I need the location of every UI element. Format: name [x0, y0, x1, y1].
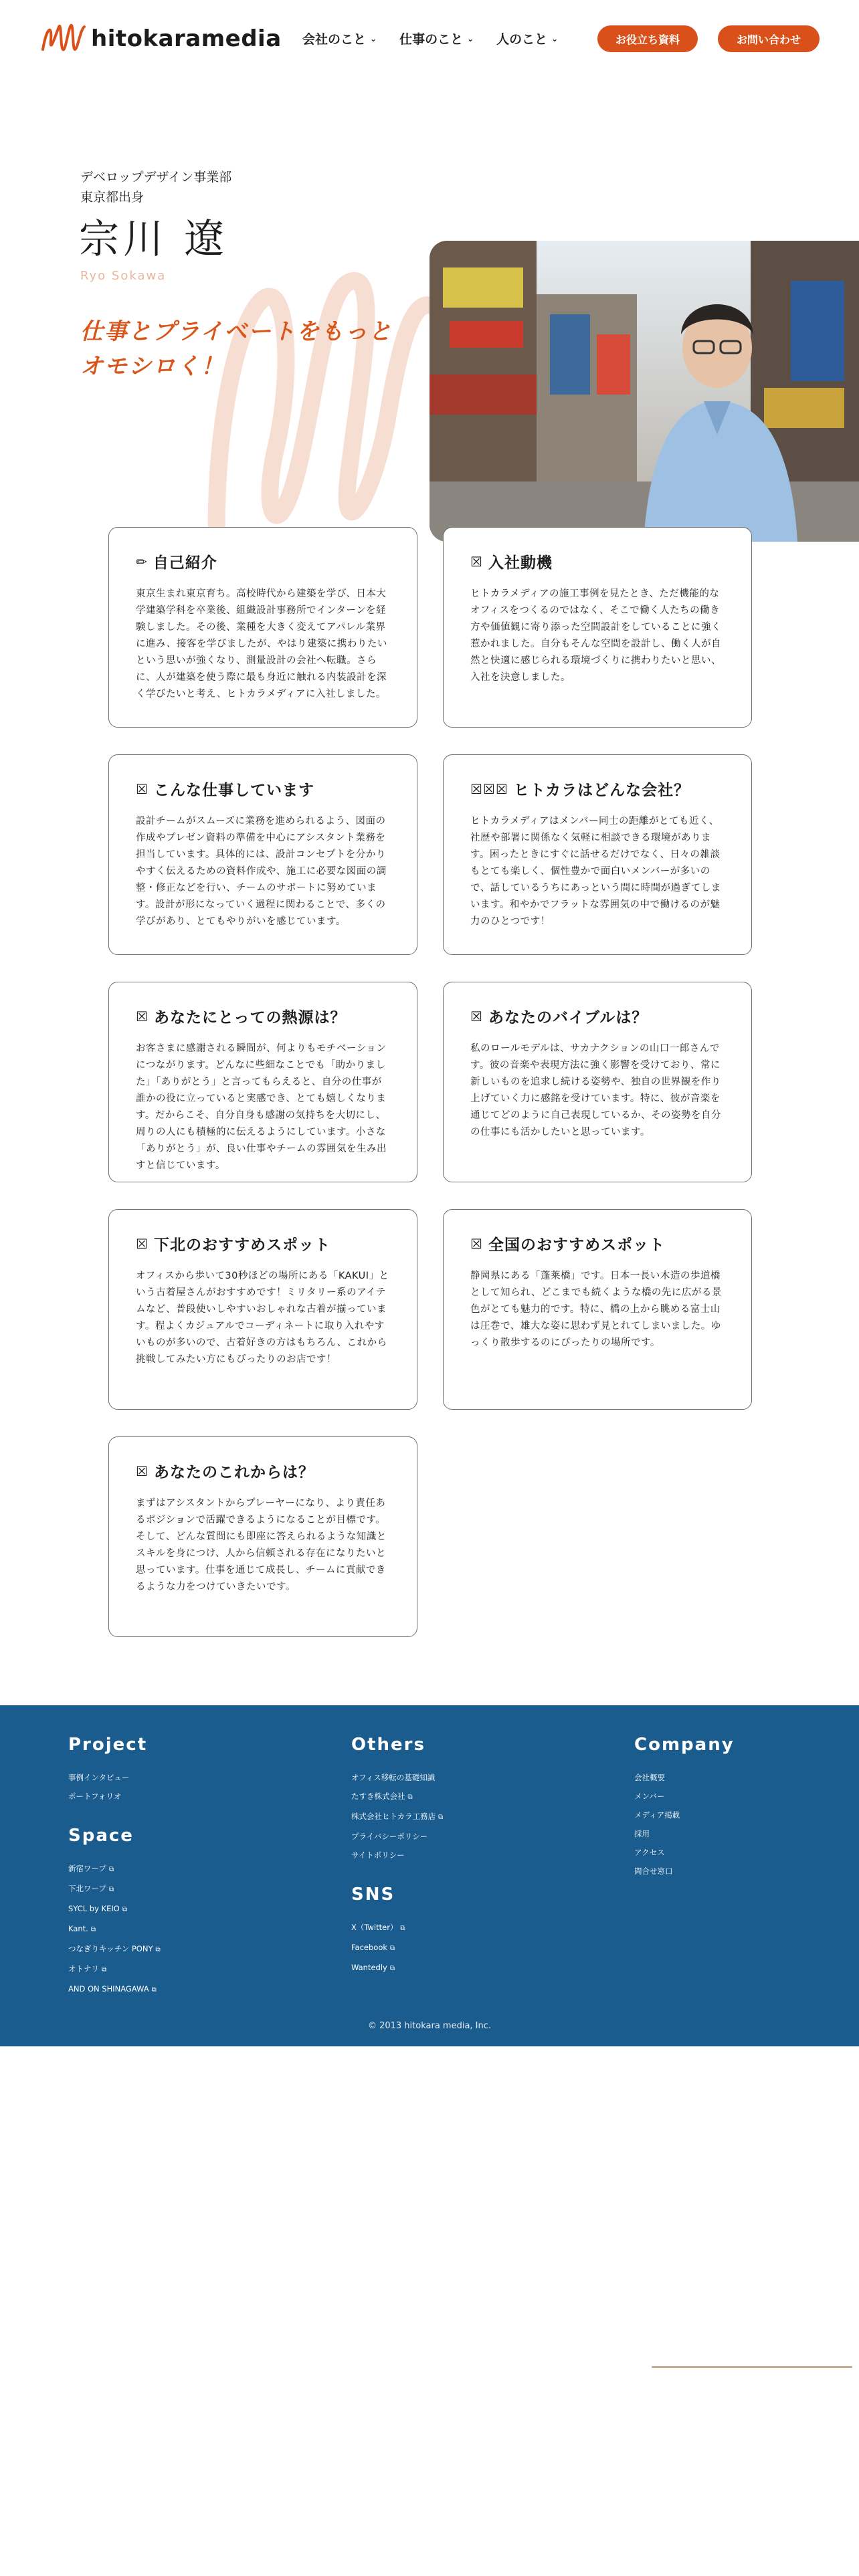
- footer-link-label: X（Twitter）: [351, 1923, 398, 1932]
- site-logo[interactable]: [40, 20, 282, 58]
- footer-link-label: AND ON SHINAGAWA: [68, 1984, 149, 1994]
- nav-people[interactable]: [496, 29, 558, 47]
- footer-link-label: Kant.: [68, 1924, 88, 1933]
- card-self-intro: [108, 527, 417, 728]
- external-link-icon: ⧉: [90, 1926, 96, 1933]
- footer-link-label: 下北ワープ: [68, 1884, 106, 1893]
- department-text: デベロップデザイン事業部: [80, 170, 232, 185]
- card-body: 私のロールモデルは、サカナクションの山口一郎さんです。彼の音楽や表現方法に強く影響を受けており、常に新しいものを追求し続ける姿勢や、独自の世界観を作り上げていく力に感銘を受けています。特に、彼が音楽を通じてどのように自己表現しているか、その姿勢を自分の仕事にも活かしたいと思っています。: [470, 1043, 721, 1138]
- logo-text: hitokaramedia: [91, 25, 282, 52]
- box-icon: ☒: [136, 1463, 149, 1479]
- footer-link[interactable]: サイトポリシー: [351, 1850, 405, 1860]
- footer-company: [634, 1735, 735, 1881]
- footer-link[interactable]: 問合せ窓口: [634, 1866, 673, 1876]
- card-body: ヒトカラメディアはメンバー同士の距離がとても近く、社歴や部署に関係なく気軽に相談できる環境があります。困ったときにすぐに話せるだけでなく、日々の雑談もとても楽しく、個性豊かで面白いメンバーが多いので、話しているうちにあっという間に時間が過ぎてしまいます。和やかでフラットな雰囲気の中で働けるのが魅力のひとつです！: [470, 816, 721, 927]
- footer-link[interactable]: [68, 1959, 161, 1979]
- origin-text: 東京都出身: [80, 190, 145, 205]
- card-title: [136, 1460, 390, 1482]
- card-future: [108, 1436, 417, 1637]
- chevron-down-icon: ⌄: [467, 33, 474, 43]
- footer-link-label: Wantedly: [351, 1963, 387, 1972]
- card-title-text: あなたのこれからは？: [153, 1464, 314, 1481]
- catch-line-1: 仕事とプライベートをもっと: [80, 318, 393, 345]
- nav-people-label: 人のこと: [496, 32, 548, 47]
- profile-dept: [80, 167, 231, 207]
- card-body: オフィスから歩いて30秒ほどの場所にある「KAKUI」という古着屋さんがおすすめです！ミリタリー系のアイテムなど、普段使いしやすいおしゃれな古着が揃っています。程よくカジュアルでコーディネートに取り入れやすいものが多いので、古着好きの方はもちろん、これから挑戦してみたい方にもぴったりのお店です！: [136, 1271, 389, 1365]
- logo-swirl-icon: [40, 20, 87, 58]
- footer-link[interactable]: アクセス: [634, 1848, 665, 1857]
- footer-space: [68, 1826, 161, 2000]
- chevron-down-icon: ⌄: [370, 33, 377, 43]
- profile-catchphrase: [80, 314, 393, 384]
- divider-line: [652, 2366, 852, 2368]
- card-title: [470, 778, 725, 800]
- card-title-text: ヒトカラはどんな会社？: [513, 782, 690, 799]
- box-icon: ☒☒☒: [470, 780, 508, 797]
- card-title: [136, 1005, 390, 1027]
- footer-heading-project: Project: [68, 1735, 148, 1755]
- nav-work-label: 仕事のこと: [399, 32, 464, 47]
- footer-link[interactable]: ポートフォリオ: [68, 1792, 122, 1801]
- footer-link-label: たすき株式会社: [351, 1792, 405, 1801]
- site-footer: [0, 1705, 859, 2046]
- card-title-text: 下北のおすすめスポット: [153, 1237, 331, 1254]
- profile-photo: [430, 241, 859, 542]
- nav-company-label: 会社のこと: [302, 32, 367, 47]
- footer-link[interactable]: 会社概要: [634, 1773, 665, 1782]
- card-title-text: あなたにとっての熱源は？: [153, 1009, 347, 1027]
- external-link-icon: ⧉: [122, 1906, 127, 1913]
- card-title: [470, 1232, 725, 1255]
- copyright: © 2013 hitokara media, Inc.: [367, 2021, 492, 2031]
- footer-link[interactable]: [68, 1939, 161, 1959]
- useful-docs-button[interactable]: お役立ち資料: [597, 25, 698, 52]
- footer-link[interactable]: [351, 1787, 443, 1807]
- footer-link[interactable]: [351, 1938, 405, 1958]
- footer-link[interactable]: [68, 1859, 161, 1879]
- card-title: [136, 1232, 390, 1255]
- footer-heading-sns: SNS: [351, 1885, 395, 1905]
- card-national-spot: [443, 1209, 752, 1410]
- footer-link-label: 株式会社ヒトカラ工務店: [351, 1812, 436, 1821]
- footer-link-label: オトナリ: [68, 1964, 99, 1973]
- catch-line-2: オモシロく！: [80, 353, 225, 380]
- card-title: [136, 778, 390, 800]
- card-body: 静岡県にある「蓬莱橋」です。日本一長い木造の歩道橋として知られ、どこまでも続くような橋の先に広がる景色がとても魅力的です。特に、橋の上から眺める富士山は圧巻で、雄大な姿に思わず見とれてしまいました。ゆっくり散歩するのにぴったりの場所です。: [470, 1271, 722, 1348]
- card-passion: [108, 982, 417, 1182]
- card-title: [470, 550, 725, 572]
- footer-sns: [351, 1885, 405, 1978]
- footer-project: [68, 1735, 147, 1806]
- external-link-icon: ⧉: [108, 1886, 114, 1893]
- footer-link[interactable]: [351, 1807, 443, 1827]
- footer-link-label: SYCL by KEIO: [68, 1904, 120, 1913]
- footer-link[interactable]: [68, 1879, 161, 1899]
- street-portrait-image: [430, 241, 859, 542]
- box-icon: ☒: [136, 780, 149, 797]
- card-body: ヒトカラメディアの施工事例を見たとき、ただ機能的なオフィスをつくるのではなく、そこで働く人たちの働き方や価値観に寄り添った空間設計をしていることに強く惹かれました。自分もそんな空間を設計し、働く人が自然と快適に感じられる環境づくりに携わりたいと思い、入社を決意しました。: [470, 588, 721, 683]
- card-shimokita-spot: [108, 1209, 417, 1410]
- footer-link[interactable]: [351, 1958, 405, 1978]
- card-body: まずはアシスタントからプレーヤーになり、より責任あるポジションで活躍できるようになることが目標です。そして、どんな質問にも即座に答えられるような知識とスキルを身につけ、人から信頼される存在になりたいと思っています。仕事を通じて成長し、チームに貢献できるような力をつけていきたいです。: [136, 1498, 387, 1592]
- card-title-text: 自己紹介: [153, 554, 217, 572]
- footer-link-label: Facebook: [351, 1943, 388, 1952]
- footer-heading-company: Company: [634, 1735, 735, 1755]
- main-nav: [302, 29, 558, 47]
- external-link-icon: ⧉: [390, 1945, 395, 1952]
- card-bible: [443, 982, 752, 1182]
- card-company: [443, 754, 752, 955]
- footer-link[interactable]: [68, 1979, 161, 2000]
- footer-link[interactable]: オフィス移転の基礎知識: [351, 1773, 436, 1782]
- footer-link[interactable]: プライバシーポリシー: [351, 1832, 428, 1841]
- nav-company[interactable]: [302, 29, 377, 47]
- card-title-text: 入社動機: [488, 554, 553, 572]
- footer-link[interactable]: 採用: [634, 1829, 650, 1838]
- card-body: お客さまに感謝される瞬間が、何よりもモチベーションにつながります。どんなに些細なことでも「助かりました」「ありがとう」と言ってもらえると、自分の仕事が誰かの役に立っていると実感でき、とても嬉しくなります。だからこそ、自分自身も感謝の気持ちを大切にし、周りの人にも積極的に伝えるようにしています。小さな「ありがとう」が、良い仕事やチームの雰囲気を生み出すと信じています。: [136, 1043, 387, 1171]
- footer-link[interactable]: メディア掲載: [634, 1810, 680, 1820]
- external-link-icon: ⧉: [438, 1814, 444, 1821]
- footer-others: [351, 1735, 443, 1864]
- card-body: 設計チームがスムーズに業務を進められるよう、図面の作成やプレゼン資料の準備を中心にアシスタント業務を担当しています。具体的には、設計コンセプトを分かりやすく伝えるための資料作成や、施工に必要な図面の調整・修正などを行い、チームのサポートに努めています。設計が形になっていく過程に関わることで、多くの学びがあり、とてもやりがいを感じています。: [136, 816, 387, 927]
- footer-link-label: 新宿ワープ: [68, 1864, 106, 1873]
- box-icon: ☒: [470, 553, 483, 570]
- card-title-text: こんな仕事しています: [153, 782, 314, 799]
- contact-button[interactable]: お問い合わせ: [718, 25, 820, 52]
- footer-link-label: つなぎりキッチン PONY: [68, 1944, 153, 1953]
- footer-link[interactable]: [68, 1899, 161, 1919]
- pencil-icon: ✏: [136, 553, 148, 570]
- box-icon: ☒: [470, 1235, 483, 1252]
- external-link-icon: ⧉: [389, 1965, 395, 1972]
- card-title-text: 全国のおすすめスポット: [488, 1237, 666, 1254]
- external-link-icon: ⧉: [407, 1794, 413, 1801]
- nav-work[interactable]: [399, 29, 474, 47]
- footer-link[interactable]: メンバー: [634, 1792, 665, 1801]
- footer-link[interactable]: [68, 1919, 161, 1939]
- profile-hero: [0, 114, 859, 448]
- profile-name: 宗川 遼: [79, 216, 229, 263]
- external-link-icon: ⧉: [155, 1946, 161, 1953]
- profile-name-en: Ryo Sokawa: [80, 269, 167, 283]
- card-work: [108, 754, 417, 955]
- box-icon: ☒: [136, 1008, 149, 1025]
- external-link-icon: ⧉: [400, 1925, 405, 1932]
- box-icon: ☒: [136, 1235, 149, 1252]
- footer-link[interactable]: 事例インタビュー: [68, 1773, 130, 1782]
- card-title-text: あなたのバイブルは？: [488, 1009, 648, 1027]
- box-icon: ☒: [470, 1008, 483, 1025]
- card-motivation: [443, 527, 752, 728]
- site-header: [0, 0, 859, 80]
- external-link-icon: ⧉: [151, 1986, 157, 1994]
- card-title: [470, 1005, 725, 1027]
- external-link-icon: ⧉: [108, 1866, 114, 1873]
- card-body: 東京生まれ東京育ち。高校時代から建築を学び、日本大学建築学科を卒業後、組織設計事務所でインターンを経験しました。その後、業種を大きく変えてアパレル業界に進み、接客を学びましたが、やはり建築に携わりたいという思いが強くなり、測量設計の会社へ転職。さらに、人が建築を使う際に最も身近に触れる内装設計を深く学びたいと考え、ヒトカラメディアに入社しました。: [136, 588, 387, 700]
- footer-heading-others: Others: [351, 1735, 425, 1755]
- card-title: [136, 550, 390, 572]
- chevron-down-icon: ⌄: [551, 33, 559, 43]
- external-link-icon: ⧉: [102, 1966, 107, 1973]
- footer-heading-space: Space: [68, 1826, 134, 1846]
- footer-link[interactable]: [351, 1918, 405, 1938]
